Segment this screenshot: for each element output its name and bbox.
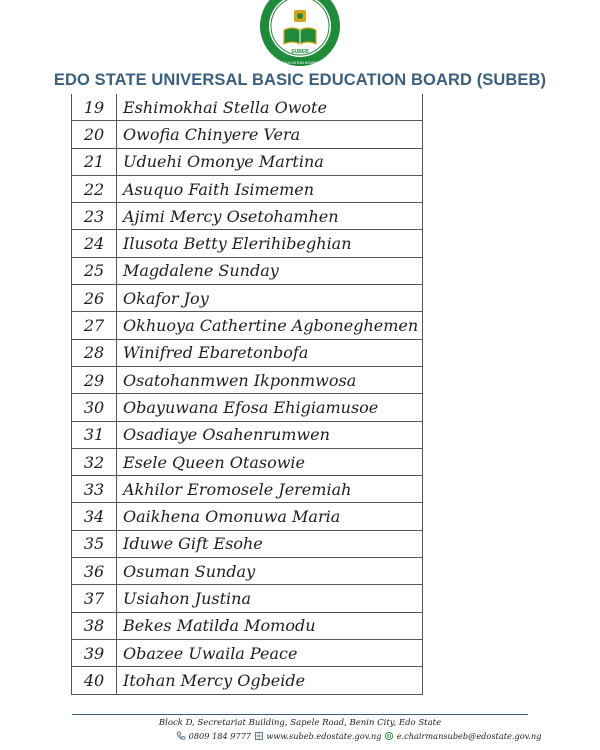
subeb-logo	[258, 0, 342, 70]
row-name: Usiahon Justina	[117, 585, 423, 612]
email-icon	[384, 731, 394, 741]
table-row	[72, 175, 423, 202]
row-name: Osuman Sunday	[117, 558, 423, 585]
row-number: 28	[72, 339, 117, 366]
table-row	[72, 312, 423, 339]
board-title: EDO STATE UNIVERSAL BASIC EDUCATION BOARD (SUBEB)	[53, 71, 547, 89]
row-name: Uduehi Omonye Martina	[117, 148, 423, 175]
row-number: 23	[72, 203, 117, 230]
row-name: Osatohanmwen Ikponmwosa	[117, 366, 423, 393]
table-row	[72, 257, 423, 284]
table-row	[72, 203, 423, 230]
row-name: Magdalene Sunday	[117, 257, 423, 284]
logo-center-text: SUBEB	[291, 49, 309, 55]
footer-email[interactable]: e.chairmansubeb@edostate.gov.ng	[396, 731, 542, 741]
logo-top-text: EDO STATE	[288, 4, 312, 9]
row-number: 21	[72, 148, 117, 175]
row-name: Osadiaye Osahenrumwen	[117, 421, 423, 448]
row-name: Akhilor Eromosele Jeremiah	[117, 476, 423, 503]
row-name: Itohan Mercy Ogbeide	[117, 667, 423, 694]
table-row	[72, 476, 423, 503]
row-number: 26	[72, 285, 117, 312]
table-row	[72, 230, 423, 257]
row-name: Eshimokhai Stella Owote	[117, 94, 423, 121]
table-row	[72, 585, 423, 612]
row-number: 32	[72, 448, 117, 475]
table-row	[72, 366, 423, 393]
row-number: 40	[72, 667, 117, 694]
table-row	[72, 639, 423, 666]
row-number: 33	[72, 476, 117, 503]
names-table	[71, 94, 423, 695]
row-number: 36	[72, 558, 117, 585]
row-number: 27	[72, 312, 117, 339]
row-name: Obayuwana Efosa Ehigiamusoe	[117, 394, 423, 421]
table-row	[72, 121, 423, 148]
footer-divider	[72, 714, 528, 715]
table-row	[72, 558, 423, 585]
row-name: Okafor Joy	[117, 285, 423, 312]
row-number: 30	[72, 394, 117, 421]
row-number: 24	[72, 230, 117, 257]
row-name: Ajimi Mercy Osetohamhen	[117, 203, 423, 230]
row-name: Okhuoya Cathertine Agboneghemen	[117, 312, 423, 339]
row-number: 29	[72, 366, 117, 393]
row-name: Iduwe Gift Esohe	[117, 530, 423, 557]
row-number: 20	[72, 121, 117, 148]
row-number: 19	[72, 94, 117, 121]
row-name: Oaikhena Omonuwa Maria	[117, 503, 423, 530]
row-number: 25	[72, 257, 117, 284]
table-row	[72, 503, 423, 530]
table-row	[72, 667, 423, 694]
row-number: 35	[72, 530, 117, 557]
table-row	[72, 285, 423, 312]
table-row	[72, 394, 423, 421]
row-number: 39	[72, 639, 117, 666]
globe-icon	[254, 731, 264, 741]
footer-website[interactable]: www.subeb.edostate.gov.ng	[266, 731, 382, 741]
table-row	[72, 421, 423, 448]
row-name: Owofia Chinyere Vera	[117, 121, 423, 148]
footer-phone: 0809 184 9777	[188, 731, 252, 741]
row-name: Bekes Matilda Momodu	[117, 612, 423, 639]
footer-address: Block D, Secretariat Building, Sapele Road, Benin City, Edo State	[158, 718, 442, 728]
row-number: 37	[72, 585, 117, 612]
table-row	[72, 339, 423, 366]
table-row	[72, 94, 423, 121]
table-row	[72, 148, 423, 175]
row-number: 38	[72, 612, 117, 639]
logo-bottom-text: EDUCATION BOARD	[280, 60, 320, 65]
table-row	[72, 612, 423, 639]
table-row	[72, 530, 423, 557]
row-number: 34	[72, 503, 117, 530]
phone-icon	[176, 731, 186, 741]
row-number: 22	[72, 175, 117, 202]
table-row	[72, 448, 423, 475]
row-name: Obazee Uwaila Peace	[117, 639, 423, 666]
row-name: Asuquo Faith Isimemen	[117, 175, 423, 202]
row-name: Ilusota Betty Elerihibeghian	[117, 230, 423, 257]
footer-contacts	[176, 731, 541, 741]
row-name: Esele Queen Otasowie	[117, 448, 423, 475]
row-number: 31	[72, 421, 117, 448]
row-name: Winifred Ebaretonbofa	[117, 339, 423, 366]
